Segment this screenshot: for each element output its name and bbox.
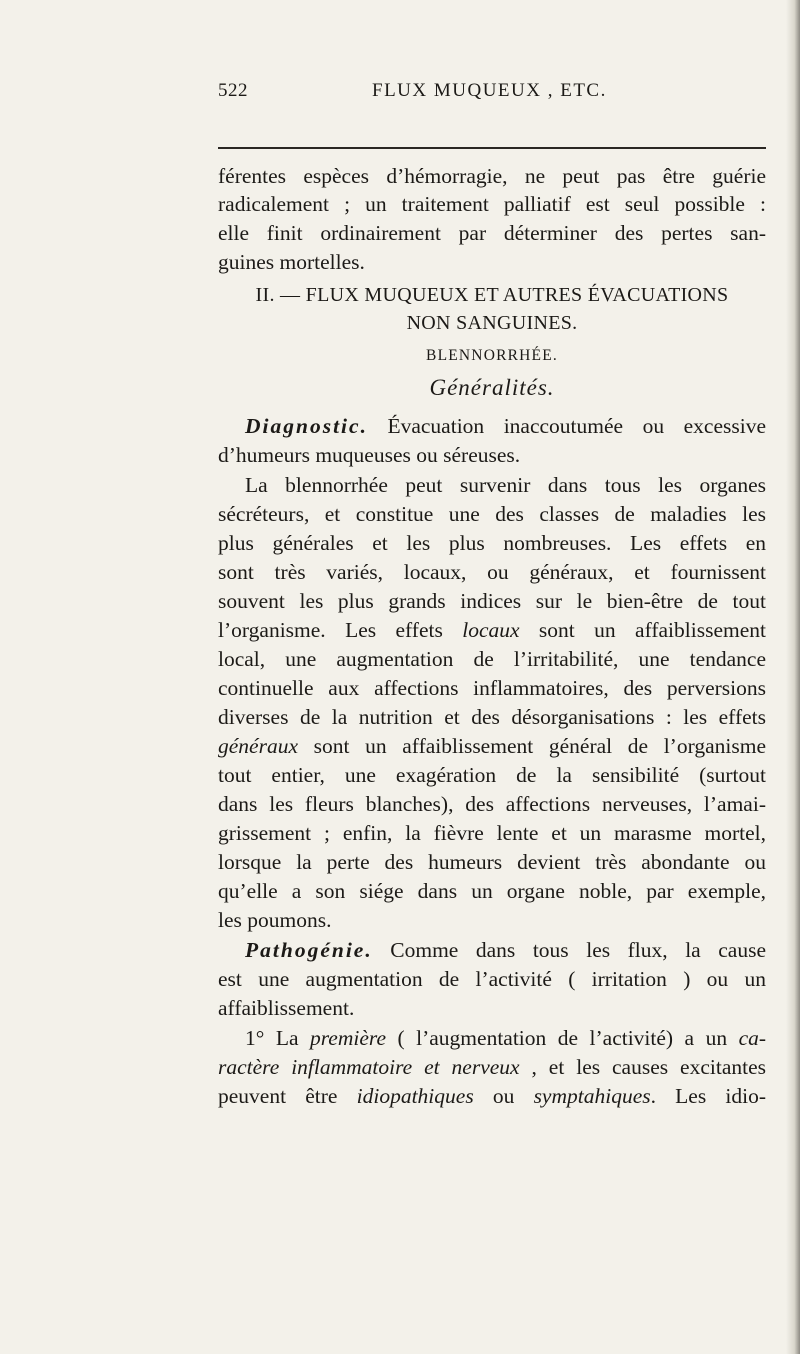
header-rule	[218, 147, 766, 149]
text-line: est une augmentation de l’activité ( irritation ) ou un	[218, 967, 766, 991]
text-line: continuelle aux affections inflammatoires, des perversions	[218, 676, 766, 700]
page-number: 522	[218, 80, 248, 101]
text-line: les poumons.	[218, 908, 332, 932]
text-line: d’humeurs muqueuses ou séreuses.	[218, 443, 521, 467]
diagnostic-term: Diagnostic.	[245, 414, 368, 438]
emphasis: première	[309, 1026, 387, 1050]
running-title: FLUX MUQUEUX , ETC.	[372, 80, 607, 101]
text-line: plus générales et les plus nombreuses. Les effets en	[218, 531, 766, 555]
text-line: l’organisme. Les effets locaux sont un affaiblissement	[218, 618, 766, 642]
text-line: généraux sont un affaiblissement général de l’organisme	[218, 734, 766, 758]
text-line: sécréteurs, et constitue une des classes de maladies les	[218, 502, 766, 526]
text-line: lorsque la perte des humeurs devient très abondante ou	[218, 850, 766, 874]
text-line: 1° La première ( l’augmentation de l’activité) a un ca-	[245, 1026, 767, 1050]
generalites-heading: Généralités.	[429, 375, 555, 400]
subheading: BLENNORRHÉE.	[426, 347, 558, 364]
text-line: radicalement ; un traitement palliatif est seul possible :	[218, 192, 766, 216]
text-line: qu’elle a son siége dans un organe noble, par exemple,	[218, 879, 766, 903]
emphasis: locaux	[462, 618, 520, 642]
section-title: II. — FLUX MUQUEUX ET AUTRES ÉVACUATIONS	[255, 284, 729, 306]
text-line: ractère inflammatoire et nerveux , et les causes excitantes	[218, 1055, 766, 1079]
text-line: peuvent être idiopathiques ou symptahiques. Les idio-	[218, 1084, 766, 1108]
text-line: La blennorrhée peut survenir dans tous les organes	[245, 473, 766, 497]
section-title-continued: NON SANGUINES.	[406, 312, 578, 334]
text-line: Diagnostic. Évacuation inaccoutumée ou excessive	[245, 414, 766, 438]
page-edge-shadow	[786, 0, 800, 1354]
text-line: tout entier, une exagération de la sensibilité (surtout	[218, 763, 766, 787]
text-line: affaiblissement.	[218, 996, 355, 1020]
text-line: local, une augmentation de l’irritabilité, une tendance	[218, 647, 766, 671]
text-line: dans les fleurs blanches), des affections nerveuses, l’amai-	[218, 792, 766, 816]
pathogenie-term: Pathogénie.	[245, 938, 373, 962]
text-line: sont très variés, locaux, ou généraux, et fournissent	[218, 560, 766, 584]
text-line: diverses de la nutrition et des désorganisations : les effets	[218, 705, 766, 729]
text-line: Pathogénie. Comme dans tous les flux, la cause	[245, 938, 766, 962]
emphasis: idiopathiques	[356, 1084, 474, 1108]
emphasis: ractère inflammatoire et nerveux	[218, 1055, 520, 1079]
emphasis: symptahiques	[533, 1084, 651, 1108]
text-line: guines mortelles.	[218, 250, 365, 274]
text-line: elle finit ordinairement par déterminer des pertes san-	[218, 221, 766, 245]
emphasis: généraux	[218, 734, 298, 758]
text-line: souvent les plus grands indices sur le bien-être de tout	[218, 589, 766, 613]
running-header	[0, 80, 800, 110]
emphasis: ca-	[738, 1026, 767, 1050]
text-line: grissement ; enfin, la fièvre lente et un marasme mortel,	[218, 821, 766, 845]
text-line: férentes espèces d’hémorragie, ne peut pas être guérie	[218, 164, 766, 188]
